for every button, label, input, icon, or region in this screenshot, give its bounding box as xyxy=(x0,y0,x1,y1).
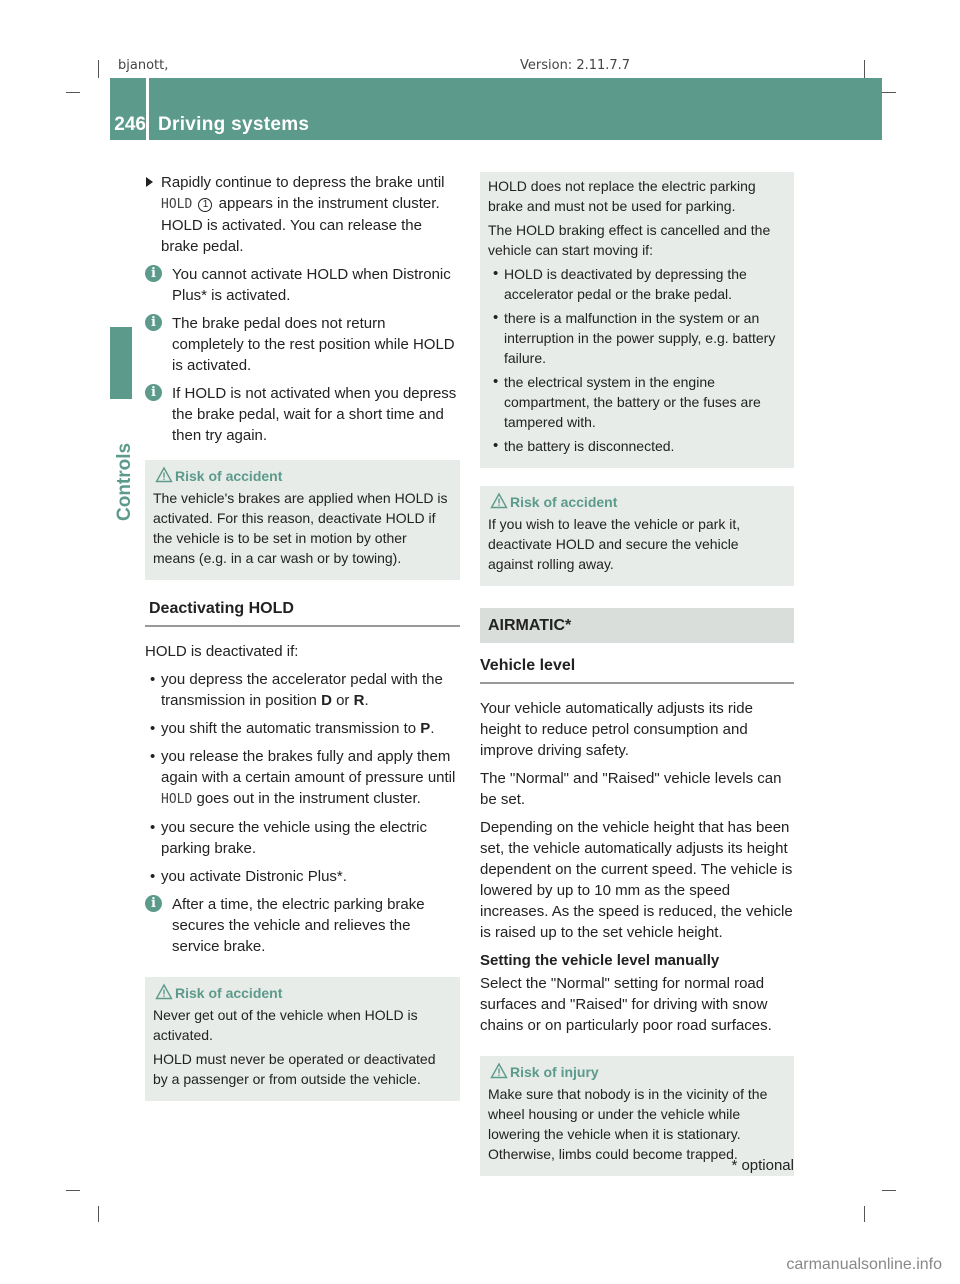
warning-text: Make sure that nobody is in the vicinity of the wheel housing or under the vehicle while lowering the vehicle when it is stationary. Otherwise, limbs could become trapped. xyxy=(488,1086,768,1162)
list-item-text: HOLD is deactivated by depressing the accelerator pedal or the brake pedal. xyxy=(504,266,747,302)
header-divider xyxy=(146,78,149,140)
info-text: If HOLD is not activated when you depress the brake pedal, wait for a short time and then try again. xyxy=(172,385,457,444)
warning-text: HOLD must never be operated or deactivated by a passenger or from outside the vehicle. xyxy=(153,1051,436,1087)
info-icon: i xyxy=(145,384,162,401)
gear-position: R xyxy=(353,692,365,709)
crop-mark xyxy=(98,60,99,78)
gear-position: P xyxy=(420,720,431,737)
warning-title-text: Risk of accident xyxy=(175,468,283,484)
list-item-text: the electrical system in the engine compartment, the battery or the fuses are tampered with. xyxy=(504,374,761,430)
warning-box xyxy=(480,486,794,586)
warning-box xyxy=(145,460,460,580)
warning-text: If you wish to leave the vehicle or park it, deactivate HOLD and secure the vehicle against rolling away. xyxy=(488,516,741,572)
info-text: After a time, the electric parking brake secures the vehicle and relieves the service brake. xyxy=(172,896,425,955)
info-note xyxy=(145,264,460,306)
bullet-marker: • xyxy=(150,748,156,765)
print-meta-right: Version: 2.11.7.7 xyxy=(520,58,631,73)
warning-title-text: Risk of accident xyxy=(175,985,283,1001)
warning-text: The HOLD braking effect is cancelled and the vehicle can start moving if: xyxy=(488,222,771,258)
paragraph: Select the "Normal" setting for normal road surfaces and "Raised" for driving with snow chains or on particularly poor road surfaces. xyxy=(480,975,772,1034)
warning-text: HOLD does not replace the electric parking brake and must not be used for parking. xyxy=(488,178,756,214)
warning-text: The vehicle's brakes are applied when HOLD is activated. For this reason, deactivate HOLD if the vehicle is to be set in motion by other means (e.g. in a car wash or by towing). xyxy=(153,490,448,566)
paragraph: HOLD is deactivated if: xyxy=(145,643,299,660)
list-item-text: you shift the automatic transmission to xyxy=(161,720,417,737)
right-column xyxy=(480,172,794,1194)
bullet-marker: • xyxy=(150,819,156,836)
gear-position: D xyxy=(321,692,332,709)
footnote-optional: * optional xyxy=(731,1157,794,1174)
step-text: Rapidly continue to depress the brake until xyxy=(161,174,445,191)
page-number: 246 xyxy=(114,114,146,135)
warning-title xyxy=(488,1062,786,1082)
crop-mark xyxy=(864,60,865,78)
bullet-marker: • xyxy=(493,373,499,390)
warning-title xyxy=(488,492,786,512)
list-item xyxy=(145,746,460,810)
list-item xyxy=(488,372,786,432)
warning-title xyxy=(153,466,452,486)
section-heading: Deactivating HOLD xyxy=(145,598,460,627)
step-arrow-icon xyxy=(146,177,153,187)
bullet-marker: • xyxy=(150,868,156,885)
list-item-text: the battery is disconnected. xyxy=(504,438,675,454)
info-note xyxy=(145,313,460,376)
feature-band-title: AIRMATIC* xyxy=(480,608,794,643)
watermark: carmanualsonline.info xyxy=(786,1256,942,1273)
hold-display-code: HOLD xyxy=(161,792,193,807)
list-item: • you depress the accelerator pedal with the transmission in position D or R. xyxy=(150,671,443,709)
info-icon: i xyxy=(145,895,162,912)
bullet-marker: • xyxy=(150,720,156,737)
callout-number: 1 xyxy=(198,198,212,212)
crop-mark xyxy=(98,1206,99,1222)
list-item: • you shift the automatic transmission to P. xyxy=(150,720,435,737)
warning-box xyxy=(145,977,460,1101)
info-note xyxy=(145,894,460,957)
list-item-text: there is a malfunction in the system or an interruption in the power supply, e.g. battery failure. xyxy=(504,310,776,366)
print-meta-left: bjanott, xyxy=(118,58,169,73)
section-heading: Vehicle level xyxy=(480,655,794,684)
crop-mark xyxy=(882,92,896,93)
warning-triangle-icon xyxy=(490,492,508,510)
list-item-text: you activate Distronic Plus*. xyxy=(161,868,347,885)
step-text-cont: appears in the instrument cluster. HOLD is activated. You can release the brake pedal. xyxy=(161,195,440,255)
warning-triangle-icon xyxy=(155,983,173,1001)
list-item xyxy=(145,817,460,859)
warning-box-continued xyxy=(480,172,794,468)
list-item xyxy=(488,264,786,304)
section-title: Driving systems xyxy=(158,114,310,135)
paragraph: Depending on the vehicle height that has been set, the vehicle automatically adjusts its height dependent on the current speed. The vehicle is lowered by up to 10 mm as the speed increases. As the speed is reduced, the vehicle is raised up to the set vehicle height. xyxy=(480,819,793,941)
list-item xyxy=(145,866,460,887)
page-header xyxy=(110,78,882,140)
warning-text: Never get out of the vehicle when HOLD is activated. xyxy=(153,1007,418,1043)
instruction-step xyxy=(145,172,460,257)
crop-mark xyxy=(66,1190,80,1191)
info-text: The brake pedal does not return completely to the rest position while HOLD is activated. xyxy=(172,315,455,374)
info-text: You cannot activate HOLD when Distronic Plus* is activated. xyxy=(172,266,451,304)
info-note xyxy=(145,383,460,446)
warning-title xyxy=(153,983,452,1003)
list-item xyxy=(488,308,786,368)
crop-mark xyxy=(882,1190,896,1191)
subheading: Setting the vehicle level manually xyxy=(480,952,720,969)
bullet-marker: • xyxy=(493,309,499,326)
bullet-marker: • xyxy=(150,671,156,688)
warning-triangle-icon xyxy=(155,466,173,484)
list-item-text: goes out in the instrument cluster. xyxy=(196,790,421,807)
chapter-tab-label: Controls xyxy=(114,442,135,521)
warning-title-text: Risk of injury xyxy=(510,1064,599,1080)
list-item-text: you secure the vehicle using the electric parking brake. xyxy=(161,819,427,857)
list-item xyxy=(488,436,786,456)
list-item-text: you depress the accelerator pedal with the transmission in position xyxy=(161,671,443,709)
info-icon: i xyxy=(145,314,162,331)
list-item-text: you release the brakes fully and apply them again with a certain amount of pressure until xyxy=(161,748,456,786)
paragraph: Your vehicle automatically adjusts its ride height to reduce petrol consumption and improve driving safety. xyxy=(480,700,753,759)
crop-mark xyxy=(864,1206,865,1222)
info-icon: i xyxy=(145,265,162,282)
crop-mark xyxy=(66,92,80,93)
bullet-marker: • xyxy=(493,265,499,282)
bullet-marker: • xyxy=(493,437,499,454)
chapter-tab-block xyxy=(110,327,132,399)
hold-display-code: HOLD xyxy=(161,197,193,212)
warning-title-text: Risk of accident xyxy=(510,494,618,510)
list-item-text: or xyxy=(336,692,350,709)
warning-triangle-icon xyxy=(490,1062,508,1080)
left-column xyxy=(145,172,460,1119)
paragraph: The "Normal" and "Raised" vehicle levels can be set. xyxy=(480,770,782,808)
